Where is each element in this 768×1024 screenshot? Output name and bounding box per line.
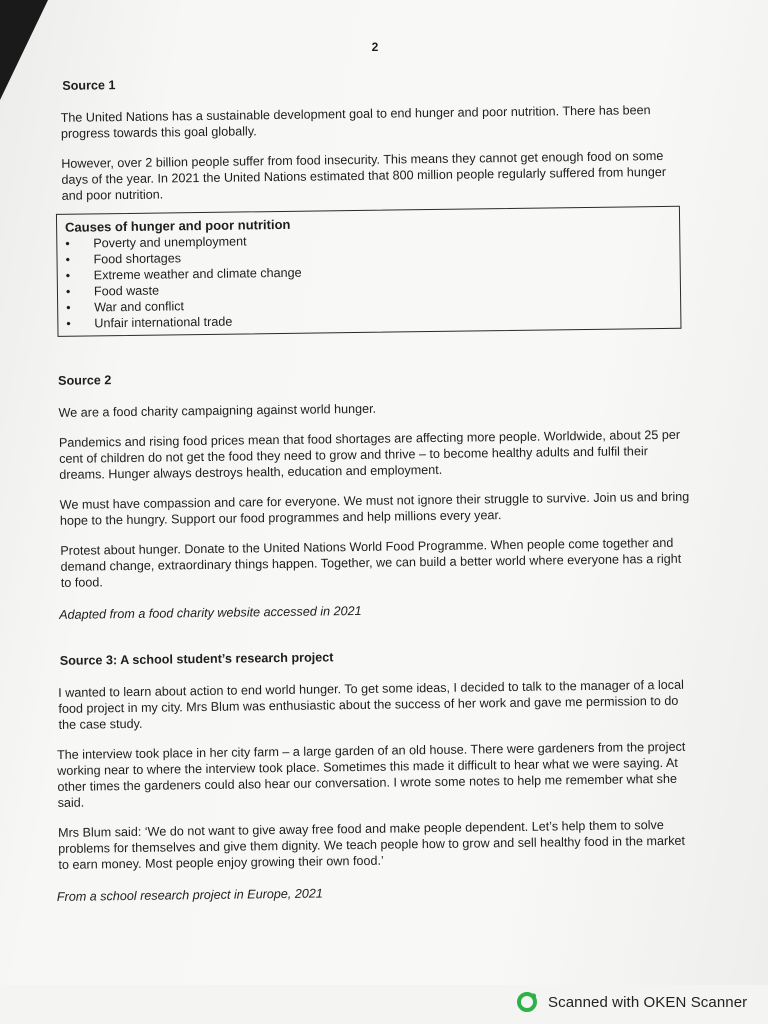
- bullet-icon: •: [65, 268, 71, 283]
- source-1-paragraph: The United Nations has a sustainable development goal to end hunger and poor nutrition. There has been progress towards this goal globally.: [60, 103, 651, 141]
- source-3-section: [56, 645, 699, 905]
- document-content: [48, 58, 699, 905]
- source-1-section: [48, 70, 691, 337]
- source-2-section: [52, 365, 695, 623]
- causes-box-title: Causes of hunger and poor nutrition: [65, 216, 291, 235]
- causes-item-text: Food shortages: [93, 251, 182, 267]
- bullet-icon: •: [65, 236, 70, 251]
- causes-item-text: Unfair international trade: [94, 314, 233, 331]
- causes-item-text: Extreme weather and climate change: [93, 265, 302, 283]
- scanner-watermark: [516, 990, 747, 1014]
- bullet-icon: •: [66, 300, 71, 315]
- causes-item-text: Poverty and unemployment: [93, 234, 247, 251]
- source-2-paragraph: We must have compassion and care for everyone. We must not ignore their struggle to survive. Join us and bring hope to the hungry. Support our food programmes and help millions every year.: [59, 489, 690, 528]
- source-1-paragraph: However, over 2 billion people suffer from food insecurity. This means they cannot get enough food on some days of the year. In 2021 the United Nations estimated that 800 million people regularly suffered from hunger and poor nutrition.: [61, 148, 667, 203]
- page-corner-shadow: [0, 0, 48, 100]
- causes-box: [56, 206, 682, 337]
- source-2-paragraph: Pandemics and rising food prices mean that food shortages are affecting more people. Worldwide, about 25 per cent of children do not get the food they need to grow and thrive – to become healthy adults and fulfil their dreams. Hunger always destroys health, education and employment.: [58, 427, 681, 482]
- source-3-paragraph: I wanted to learn about action to end world hunger. To get some ideas, I decided to talk to the manager of a local food project in my city. Mrs Blum was enthusiastic about the success of her work and gave me permission to do the case study.: [58, 677, 684, 732]
- source-2-attribution: Adapted from a food charity website accessed in 2021: [59, 603, 362, 622]
- oken-scanner-logo-icon: [516, 991, 538, 1013]
- source-3-attribution: From a school research project in Europe, 2021: [56, 886, 323, 904]
- source-2-paragraph: We are a food charity campaigning against world hunger.: [58, 401, 377, 420]
- causes-item-text: War and conflict: [94, 299, 185, 315]
- source-2-heading: Source 2: [58, 373, 112, 388]
- source-1-heading: Source 1: [62, 78, 116, 93]
- source-3-paragraph: The interview took place in her city farm – a large garden of an old house. There were gardeners from the project working near to where the interview took place. Sometimes this made it difficult to hear what we were saying. At other times the gardeners could also hear our conversation. I wrote some notes to help me remember what she said.: [56, 739, 686, 810]
- bullet-icon: •: [65, 284, 71, 299]
- causes-list: [65, 228, 672, 332]
- page-number: 2: [371, 40, 379, 54]
- source-2-paragraph: Protest about hunger. Donate to the United Nations World Food Programme. When people come together and demand change, extraordinary things happen. Together, we can build a better world where everyone has a right to food.: [60, 535, 682, 590]
- source-3-heading: Source 3: A school student’s research project: [59, 650, 334, 668]
- source-3-paragraph: Mrs Blum said: ‘We do not want to give away free food and make people dependent. Let’s help them to solve problems for themselves and give them dignity. We teach people how to grow and sell healthy food in the market to earn money. Most people enjoy growing their own food.’: [57, 818, 686, 872]
- bullet-icon: •: [65, 252, 71, 267]
- causes-item-text: Food waste: [93, 283, 160, 299]
- scanner-watermark-text: Scanned with OKEN Scanner: [548, 993, 748, 1011]
- bullet-icon: •: [66, 316, 71, 331]
